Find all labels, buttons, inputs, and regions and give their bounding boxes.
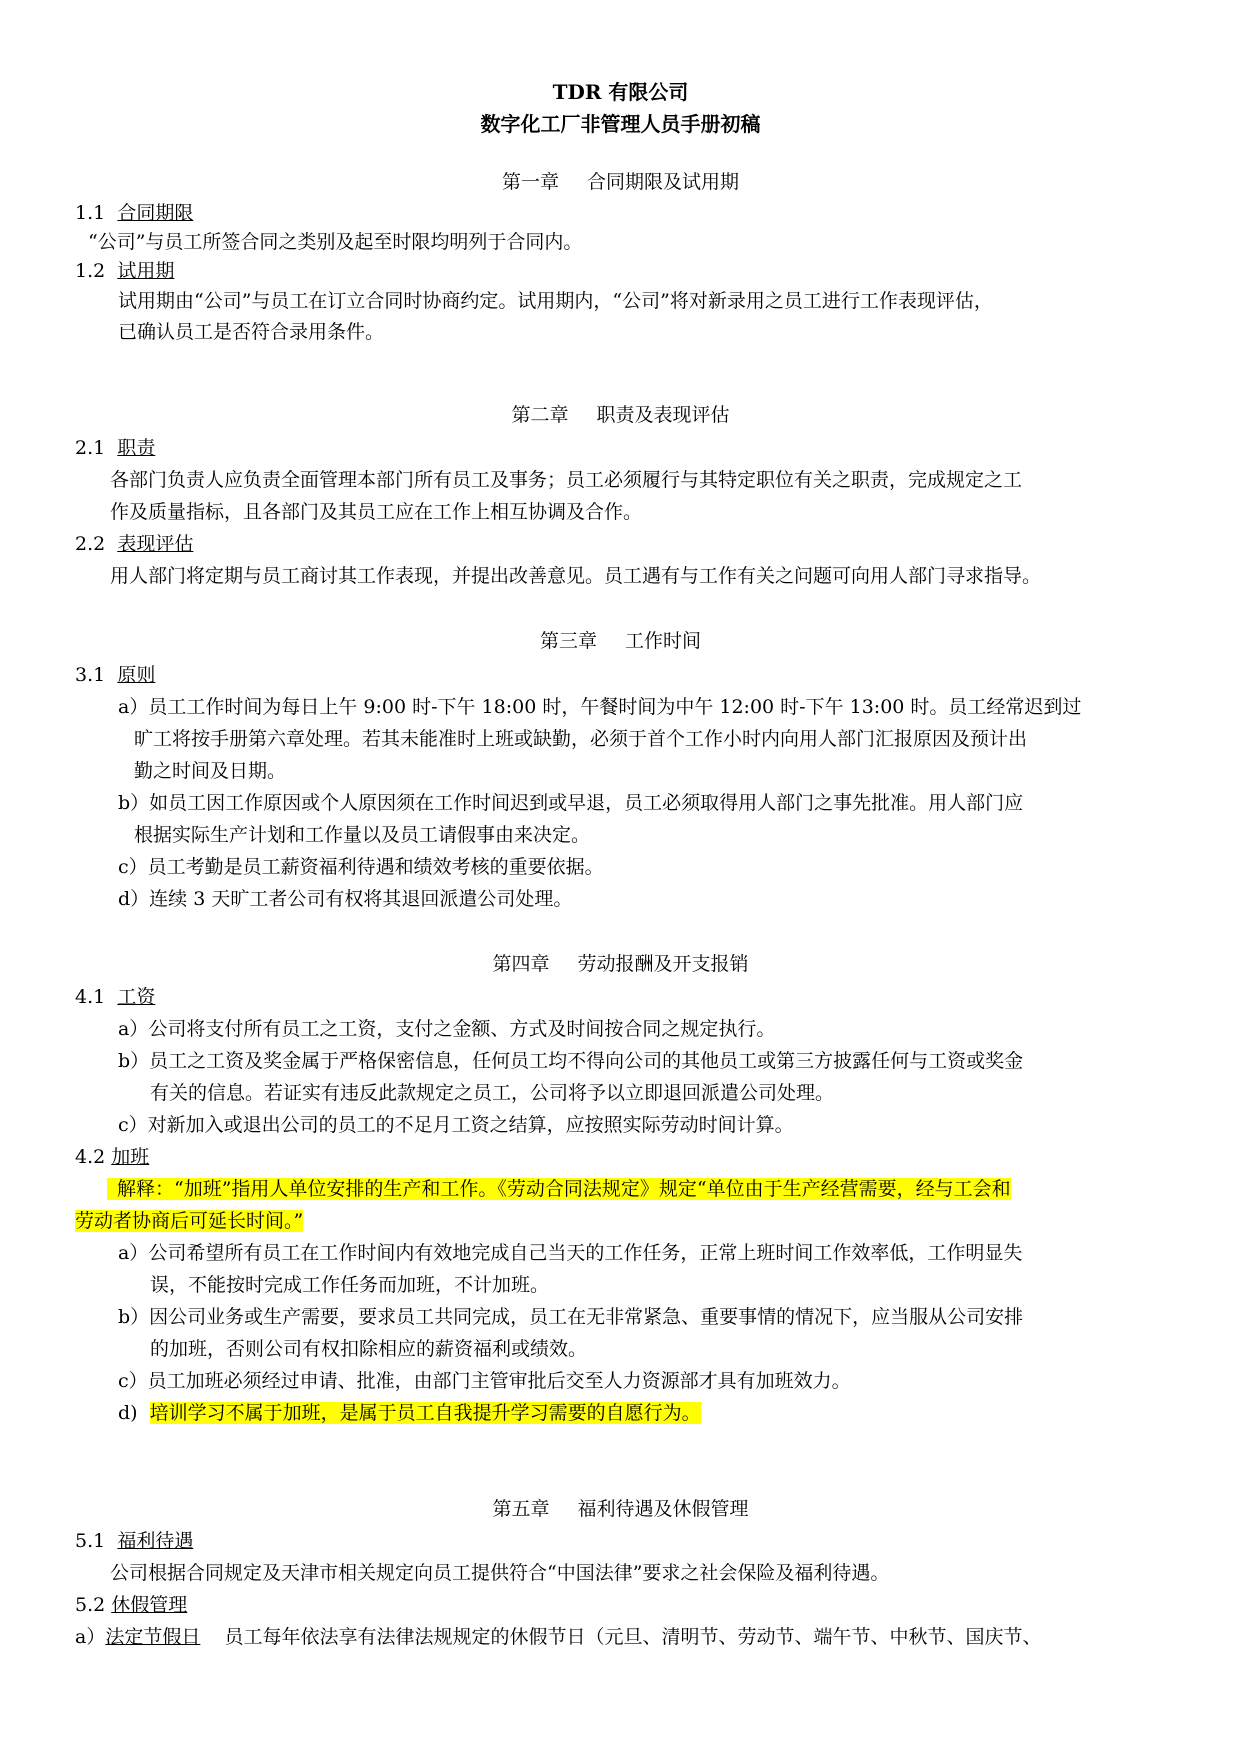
section-4-2-b-line1: b）因公司业务或生产需要，要求员工共同完成，员工在无非常紧急、重要事情的情况下，应当服从公司安排 [118,1306,1024,1328]
section-3-1-heading: 3.1 原则 [75,664,156,686]
section-4-2-heading: 4.2 加班 [75,1146,150,1168]
section-3-1-b-line2: 根据实际生产计划和工作量以及员工请假事由来决定。 [134,824,591,846]
section-2-2-heading: 2.2 表现评估 [75,533,194,555]
document-title: 数字化工厂非管理人员手册初稿 [480,112,761,136]
chapter-1-heading: 第一章 合同期限及试用期 [501,171,740,193]
section-2-2-text: 用人部门将定期与员工商讨其工作表现，并提出改善意见。员工遇有与工作有关之问题可向用人部门寻求指导。 [110,565,1042,587]
section-3-1-a-line2: 旷工将按手册第六章处理。若其未能准时上班或缺勤，必须于首个工作小时内向用人部门汇报原因及预计出 [134,728,1028,750]
section-1-2-text-line2: 已确认员工是否符合录用条件。 [118,321,385,343]
section-3-1-c-line1: c）员工考勤是员工薪资福利待遇和绩效考核的重要依据。 [118,856,604,878]
section-1-1-heading: 1.1 合同期限 [75,202,194,224]
section-4-1-a-line1: a）公司将支付所有员工之工资，支付之金额、方式及时间按合同之规定执行。 [118,1018,776,1040]
chapter-3-heading: 第三章 工作时间 [539,630,702,652]
section-1-2-heading: 1.2 试用期 [75,260,175,282]
section-3-1-d-line1: d）连续 3 天旷工者公司有权将其退回派遣公司处理。 [118,888,573,910]
section-5-2-a-line1: a）法定节假日 员工每年依法享有法律法规规定的休假节日（元旦、清明节、劳动节、端午节、中秋节、国庆节、 [75,1626,1042,1648]
section-4-2-a-line1: a）公司希望所有员工在工作时间内有效地完成自己当天的工作任务，正常上班时间工作效率低，工作明显失 [118,1242,1023,1264]
chapter-2-heading: 第二章 职责及表现评估 [511,404,730,426]
section-4-1-heading: 4.1 工资 [75,986,156,1008]
section-2-1-text-line2: 作及质量指标，且各部门及其员工应在工作上相互协调及合作。 [110,501,643,523]
section-4-2-d-line1: d) 培训学习不属于加班，是属于员工自我提升学习需要的自愿行为。 [118,1402,701,1424]
section-5-1-text: 公司根据合同规定及天津市相关规定向员工提供符合“中国法律”要求之社会保险及福利待遇。 [110,1562,890,1584]
company-name: TDR 有限公司 [552,80,689,104]
section-3-1-a-line1: a）员工工作时间为每日上午 9:00 时-下午 18:00 时，午餐时间为中午 12:00 时-下午 13:00 时。员工经常迟到过 [118,696,1082,718]
section-4-2-a-line2: 误，不能按时完成工作任务而加班，不计加班。 [150,1274,550,1296]
chapter-5-heading: 第五章 福利待遇及休假管理 [492,1498,749,1520]
section-5-1-heading: 5.1 福利待遇 [75,1530,194,1552]
chapter-4-heading: 第四章 劳动报酬及开支报销 [492,953,749,975]
section-4-2-b-line2: 的加班，否则公司有权扣除相应的薪资福利或绩效。 [150,1338,588,1360]
section-1-2-text-line1: 试用期由“公司”与员工在订立合同时协商约定。试用期内，“公司”将对新录用之员工进行工作表现评估， [118,290,993,312]
overtime-note-line2: 劳动者协商后可延长时间。” [75,1210,304,1232]
section-1-1-text: “公司”与员工所签合同之类别及起至时限均明列于合同内。 [88,231,583,253]
section-4-1-b-line1: b）员工之工资及奖金属于严格保密信息，任何员工均不得向公司的其他员工或第三方披露任何与工资或奖金 [118,1050,1024,1072]
section-2-1-heading: 2.1 职责 [75,437,156,459]
section-3-1-b-line1: b）如员工因工作原因或个人原因须在工作时间迟到或早退，员工必须取得用人部门之事先批准。用人部门应 [118,792,1024,814]
section-5-2-heading: 5.2 休假管理 [75,1594,188,1616]
section-2-1-text-line1: 各部门负责人应负责全面管理本部门所有员工及事务；员工必须履行与其特定职位有关之职责，完成规定之工 [110,469,1023,491]
overtime-note-line1: 解释：“加班”指用人单位安排的生产和工作。《劳动合同法规定》规定“单位由于生产经营需要，经与工会和 [107,1175,1011,1203]
section-3-1-a-line3: 勤之时间及日期。 [134,760,287,782]
section-4-1-c-line1: c）对新加入或退出公司的员工的不足月工资之结算，应按照实际劳动时间计算。 [118,1114,794,1136]
section-4-2-c-line1: c）员工加班必须经过申请、批准，由部门主管审批后交至人力资源部才具有加班效力。 [118,1370,851,1392]
section-4-1-b-line2: 有关的信息。若证实有违反此款规定之员工，公司将予以立即退回派遣公司处理。 [150,1082,835,1104]
